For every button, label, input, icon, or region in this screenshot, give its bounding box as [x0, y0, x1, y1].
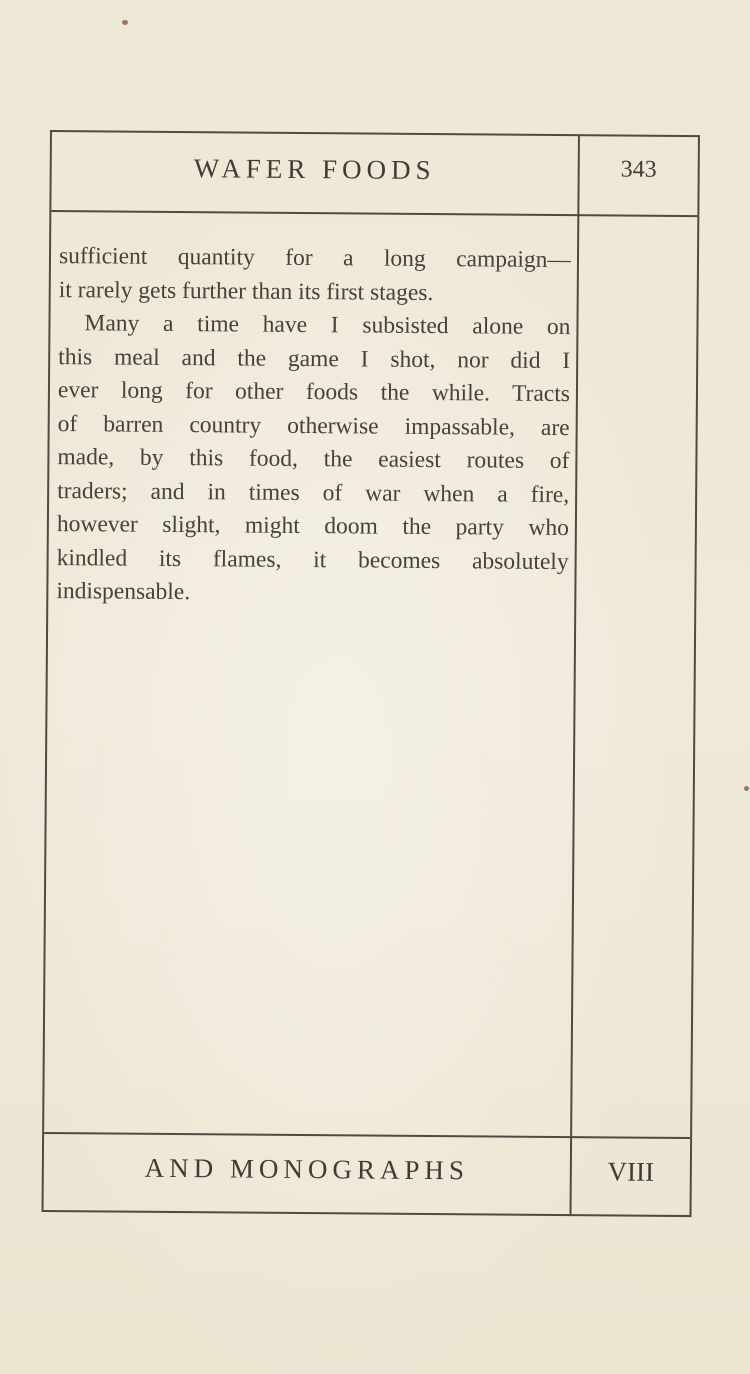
- column-divider: [570, 136, 580, 1214]
- running-head-title: WAFER FOODS: [193, 153, 436, 186]
- text-line: made, by this food, the easiest routes of: [57, 444, 570, 475]
- text-line: indispensable.: [56, 578, 191, 606]
- volume-number: VIII: [607, 1156, 655, 1187]
- page-number: 343: [620, 156, 657, 183]
- header-rule: [51, 210, 697, 217]
- running-foot-title: AND MONOGRAPHS: [144, 1152, 470, 1186]
- page-frame: [42, 130, 700, 1217]
- text-line: Many a time have I subsisted alone on: [84, 310, 571, 341]
- text-line: kindled its flames, it becomes absolutely: [56, 544, 569, 575]
- text-line: it rarely gets further than its first stages.: [58, 276, 434, 306]
- text-line: traders; and in times of war when a fire,: [57, 477, 570, 508]
- text-line: this meal and the game I shot, nor did I: [58, 343, 571, 374]
- footer-rule: [44, 1132, 690, 1139]
- ink-speck: [122, 20, 128, 25]
- text-line: however slight, might doom the party who: [56, 511, 569, 542]
- body-text: [56, 240, 571, 613]
- text-line: of barren country otherwise impassable, are: [57, 410, 570, 441]
- text-line: ever long for other foods the while. Tracts: [57, 377, 571, 408]
- ink-speck: [744, 786, 749, 791]
- text-line: sufficient quantity for a long campaign—: [58, 243, 572, 274]
